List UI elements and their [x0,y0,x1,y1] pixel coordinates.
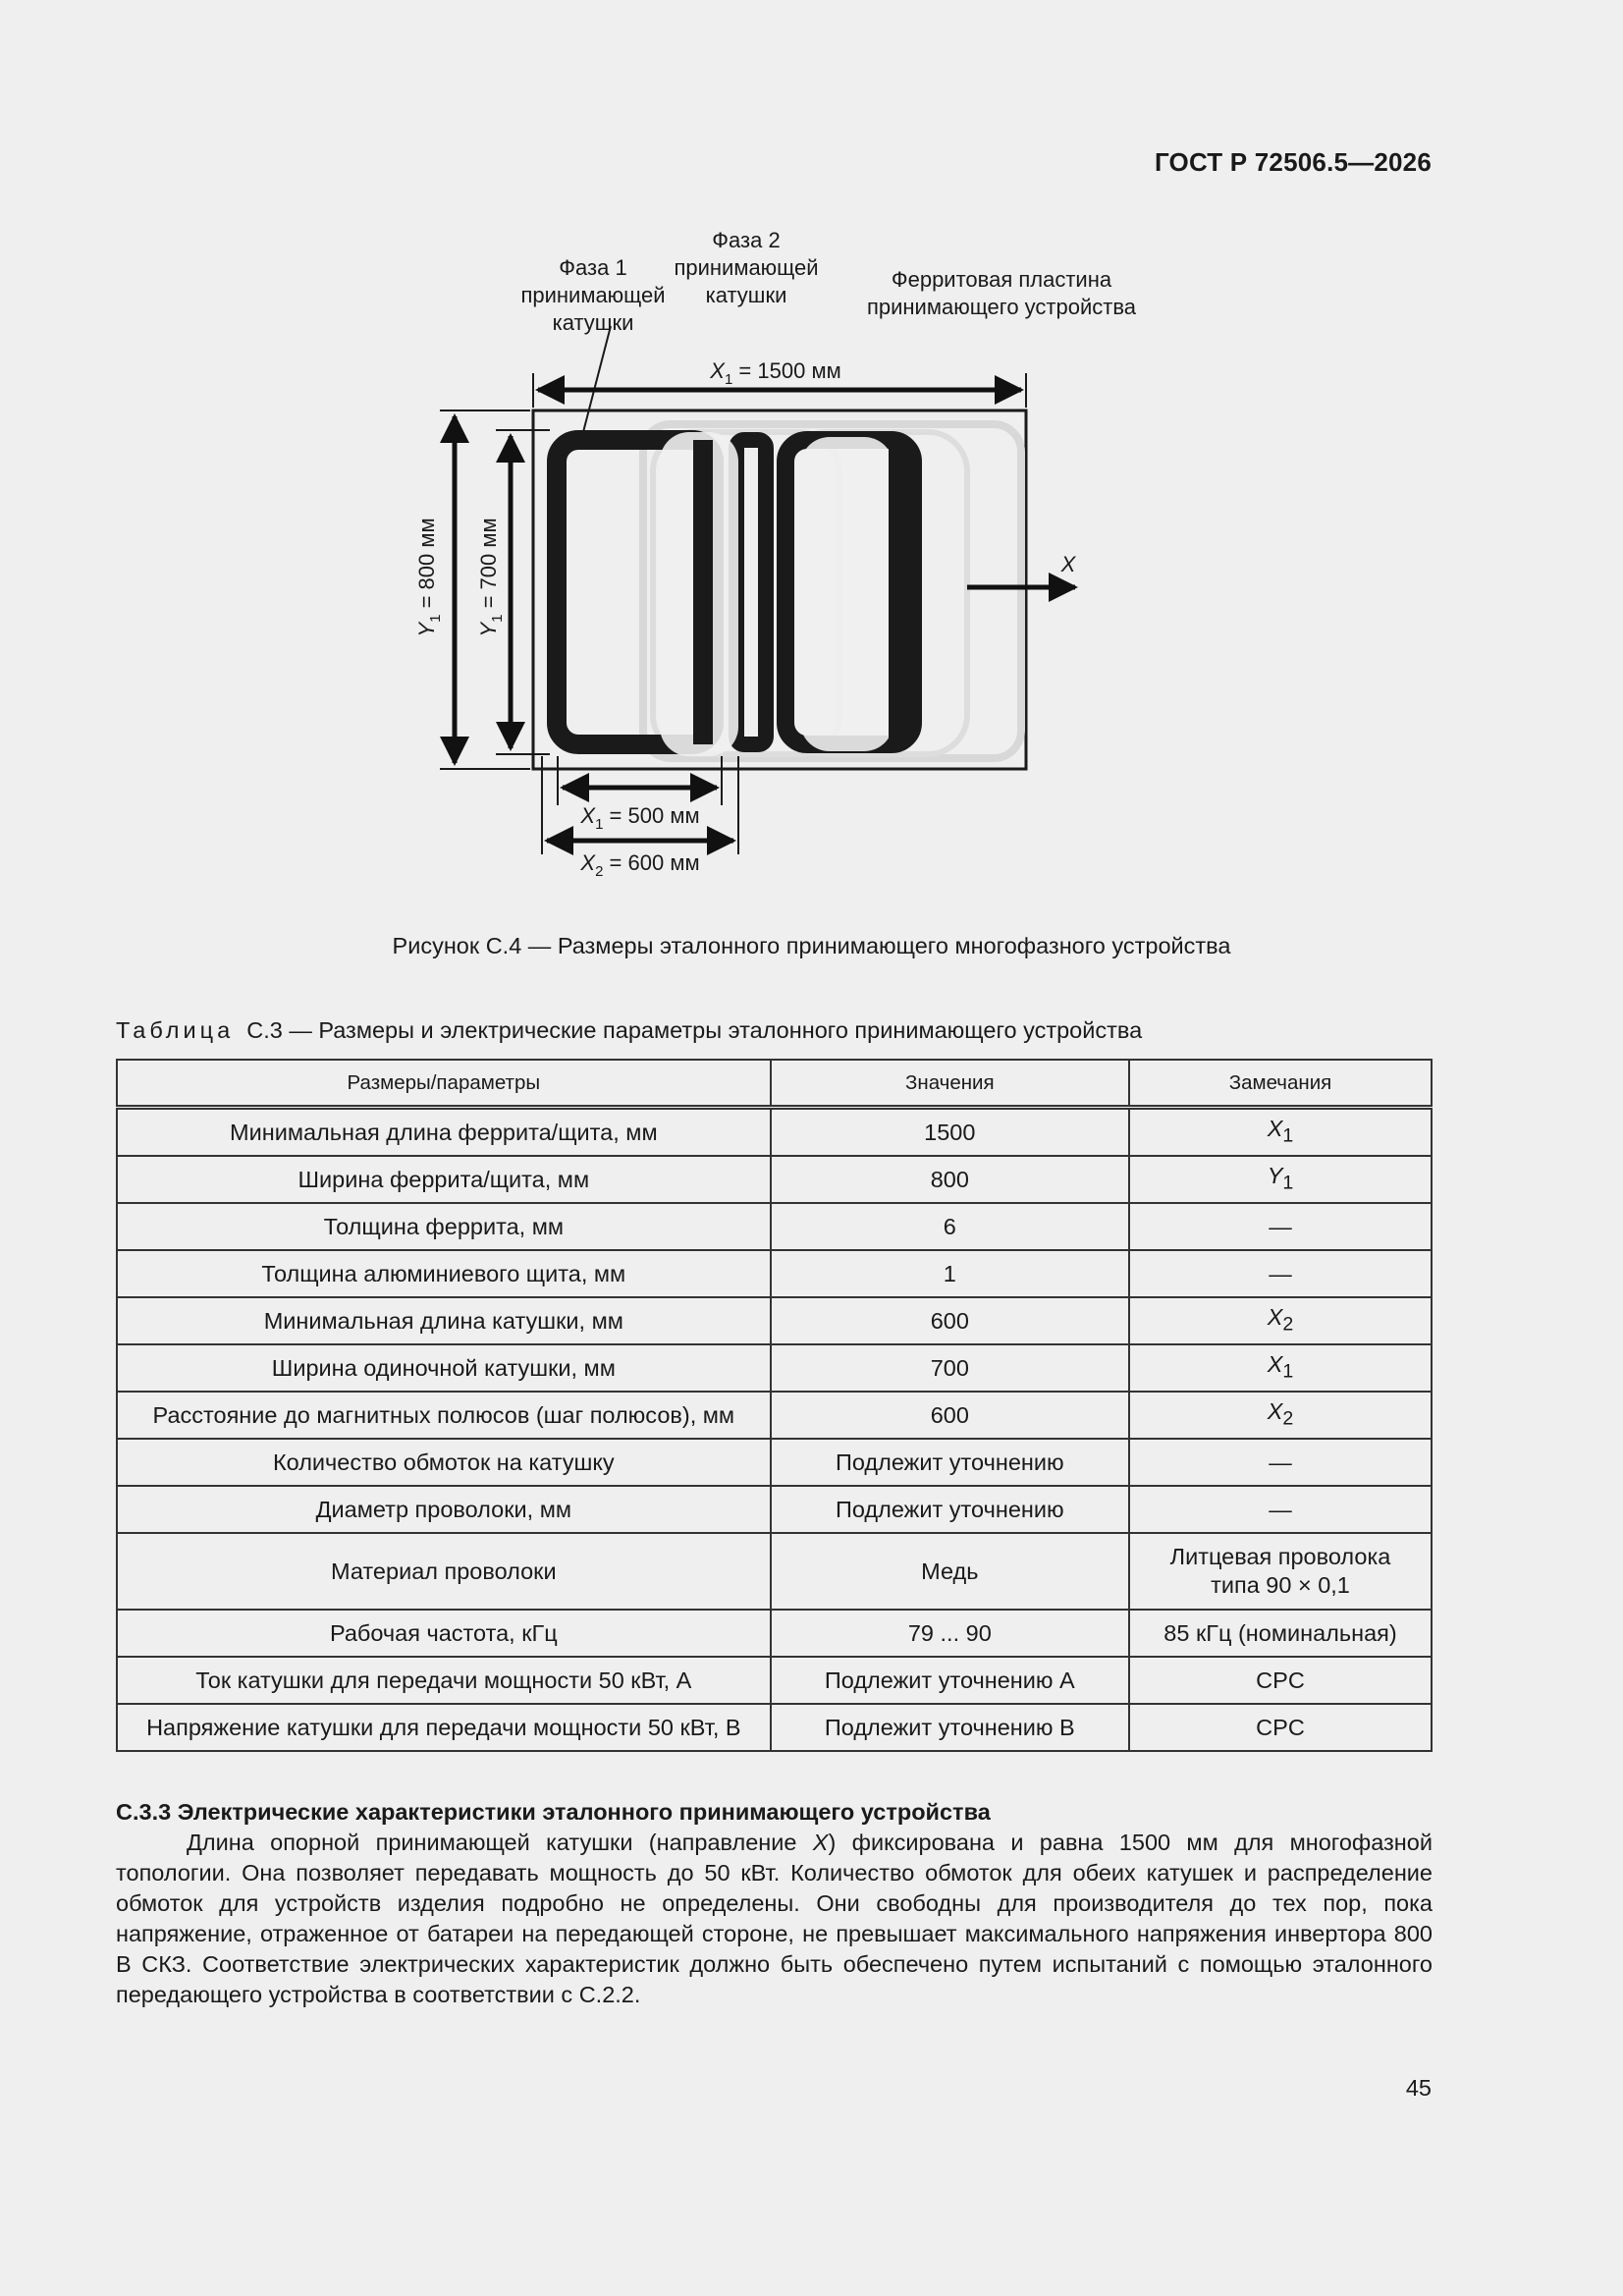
cell-value: 1500 [771,1108,1129,1157]
cell-param: Толщина феррита, мм [117,1203,771,1250]
ferrite-plate-label: Ферритовая пластина принимающего устройства [866,267,1137,319]
cell-note: CPC [1129,1657,1432,1704]
cell-note: $X_2$ [1129,1392,1432,1439]
cell-value: 600 [771,1297,1129,1344]
table-row [117,1392,1432,1439]
table-row [117,1533,1432,1610]
cell-note: $X_1$ [1129,1108,1432,1157]
x-axis-label: X [1060,552,1076,576]
cell-param: Минимальная длина катушки, мм [117,1297,771,1344]
cell-param: Рабочая частота, кГц [117,1610,771,1657]
table-caption-text: С.3 — Размеры и электрические параметры эталонного принимающего устройства [246,1017,1143,1043]
cell-note: Литцевая проволока типа 90 × 0,1 [1129,1533,1432,1610]
table-row [117,1203,1432,1250]
table-row [117,1297,1432,1344]
figure-caption: Рисунок С.4 — Размеры эталонного принимающего многофазного устройства [392,933,1231,958]
table-row [117,1486,1432,1533]
table-row [117,1344,1432,1392]
header-notes: Замечания [1129,1060,1432,1108]
table-row [117,1657,1432,1704]
header-values: Значения [771,1060,1129,1108]
table-row [117,1108,1432,1157]
cell-value: 800 [771,1156,1129,1203]
table-caption-word: Таблица [116,1017,235,1043]
header-params: Размеры/параметры [117,1060,771,1108]
table-header-row [117,1060,1432,1108]
table-row [117,1704,1432,1751]
cell-param: Ширина одиночной катушки, мм [117,1344,771,1392]
cell-value: Подлежит уточнению А [771,1657,1129,1704]
table-row [117,1250,1432,1297]
phase1-leader-line [583,326,611,432]
table-row [117,1439,1432,1486]
dim-y1-outer-label: $Y_1 = 800$ мм [414,518,444,637]
phase1-coil-bar [693,440,713,744]
cell-value: 79 ... 90 [771,1610,1129,1657]
cell-note: $X_2$ [1129,1297,1432,1344]
cell-param: Ширина феррита/щита, мм [117,1156,771,1203]
cell-value: 700 [771,1344,1129,1392]
cell-note: $Y_1$ [1129,1156,1432,1203]
cell-value: 1 [771,1250,1129,1297]
section-paragraph: Длина опорной принимающей катушки (направление X) фиксирована и равна 1500 мм для многофазной топологии. Она позволяет передавать мощность до 50 кВт. Количество обмоток для обеих катушек и распределение обмоток для устройств изделия подробно не определены. Они свободны для производителя до тех пор, пока напряжение, отраженное от батареи на передающей стороне, не превышает максимального напряжения инвертора 800 В СКЗ. Соответствие электрических характеристик должно быть обеспечено путем испытаний с помощью эталонного передающего устройства в соответствии с С.2.2. [116,1830,1433,2007]
parameters-table [116,1059,1433,1752]
table-row [117,1156,1432,1203]
cell-param: Ток катушки для передачи мощности 50 кВт, А [117,1657,771,1704]
dim-y1-inner-label: $Y_1 = 700$ мм [476,518,506,637]
cell-param: Диаметр проволоки, мм [117,1486,771,1533]
cell-param: Материал проволоки [117,1533,771,1610]
phase2-coil-bar [889,440,908,744]
page-number: 45 [1405,2075,1432,2101]
dim-x2-bottom-label: $X_2 = 600$ мм [580,850,700,880]
cell-note: — [1129,1203,1432,1250]
cell-value: 6 [771,1203,1129,1250]
cell-note: — [1129,1486,1432,1533]
cell-note: CPC [1129,1704,1432,1751]
cell-value: Подлежит уточнению В [771,1704,1129,1751]
cell-value: Подлежит уточнению [771,1439,1129,1486]
cell-note: 85 кГц (номинальная) [1129,1610,1432,1657]
cell-value: 600 [771,1392,1129,1439]
phase2-label: Фаза 2 принимающей катушки [674,228,819,307]
section-c33 [116,1797,1433,2010]
cell-param: Количество обмоток на катушку [117,1439,771,1486]
coil-overlap-mask [800,437,893,751]
section-title: С.3.3 Электрические характеристики эталонного принимающего устройства [116,1799,991,1825]
cell-note: $X_1$ [1129,1344,1432,1392]
cell-param: Напряжение катушки для передачи мощности 50 кВт, В [117,1704,771,1751]
document-code: ГОСТ Р 72506.5—2026 [1154,147,1432,177]
dim-x1-top-label: $X_1 = 1500$ мм [710,358,841,388]
dim-x1-bottom-label: $X_1 = 500$ мм [580,803,700,833]
cell-note: — [1129,1439,1432,1486]
phase1-label: Фаза 1 принимающей катушки [520,255,666,335]
table-row [117,1610,1432,1657]
cell-value: Подлежит уточнению [771,1486,1129,1533]
phase2-coil-left [736,440,766,744]
figure-c4 [0,0,1623,943]
cell-note: — [1129,1250,1432,1297]
cell-param: Расстояние до магнитных полюсов (шаг полюсов), мм [117,1392,771,1439]
dimension-drawing [0,0,1623,943]
cell-param: Толщина алюминиевого щита, мм [117,1250,771,1297]
cell-value: Медь [771,1533,1129,1610]
table-caption [116,1017,1142,1044]
cell-param: Минимальная длина феррита/щита, мм [117,1108,771,1157]
